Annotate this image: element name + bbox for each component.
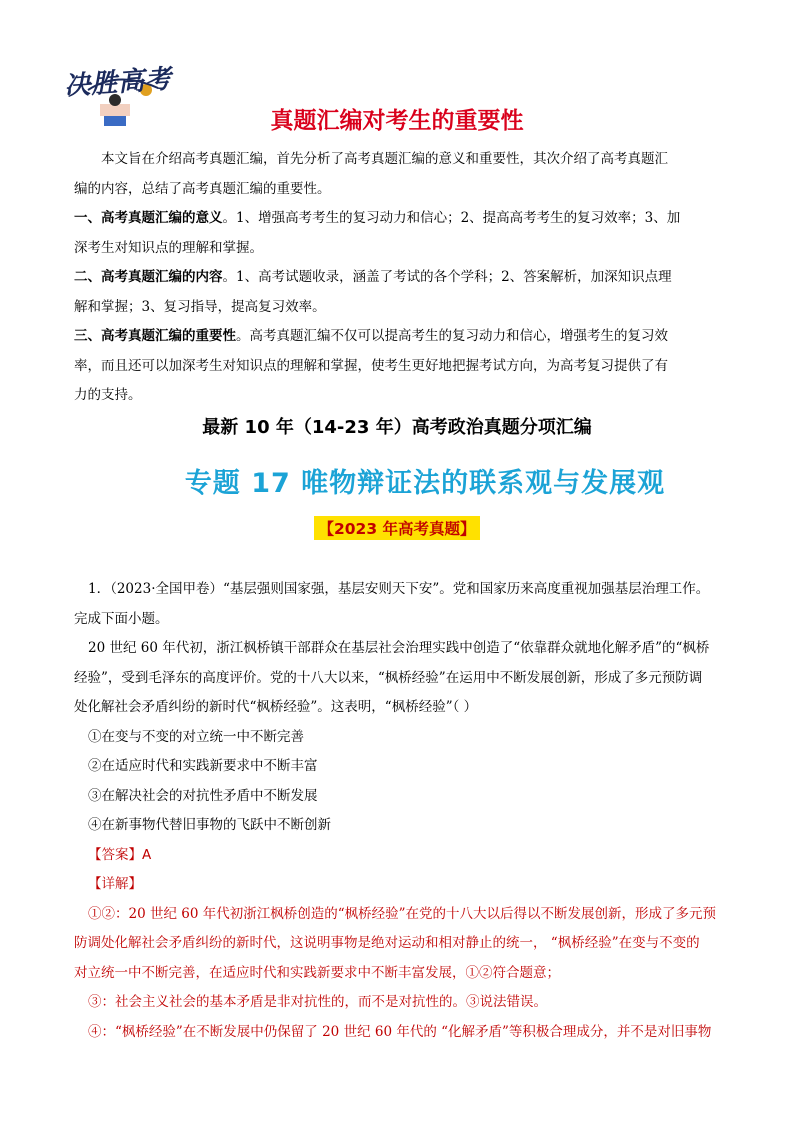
topic-title: 专题 17 唯物辩证法的联系观与发展观 xyxy=(184,468,666,499)
section-text: 。高考真题汇编不仅可以提高考生的复习动力和信心，增强考生的复习效 xyxy=(236,328,668,344)
section-text: 深考生对知识点的理解和掌握。 xyxy=(74,239,263,256)
logo-text: 决胜高考 xyxy=(63,64,174,102)
year-badge: 【2023 年高考真题】 xyxy=(314,516,479,540)
collection-subtitle: 最新 10 年（14-23 年）高考政治真题分项汇编 xyxy=(202,417,592,438)
page-title: 真题汇编对考生的重要性 xyxy=(270,108,524,134)
question-1 xyxy=(74,575,724,1047)
question-material: 经验”，受到毛泽东的高度评价。党的十八大以来，“枫桥经验”在运用中不断发展创新，形成了多元预防调 xyxy=(74,669,703,686)
section-text: 。1、增强高考考生的复习动力和信心；2、提高高考考生的复习效率；3、加 xyxy=(222,210,681,226)
question-stem: 1．（2023·全国甲卷）“基层强则国家强，基层安则天下安”。党和国家历来高度重视加强基层治理工作。 xyxy=(88,581,710,597)
year-badge-wrap xyxy=(0,516,794,540)
detail-text: ①②：20 世纪 60 年代初浙江枫桥创造的“枫桥经验”在党的十八大以后得以不断发展创新，形成了多元预 xyxy=(88,905,717,922)
section-2 xyxy=(74,263,724,293)
detail-text: 对立统一中不断完善，在适应时代和实践新要求中不断丰富发展，①②符合题意； xyxy=(74,964,560,981)
section-text: 。1、高考试题收录，涵盖了考试的各个学科；2、答案解析，加深知识点理 xyxy=(222,269,672,285)
answer: 【答案】A xyxy=(88,846,152,863)
question-material: 20 世纪 60 年代初，浙江枫桥镇干部群众在基层社会治理实践中创造了“依靠群众就地化解矛盾”的“枫桥 xyxy=(88,640,710,656)
intro-section xyxy=(74,145,724,411)
detail-text: 防调处化解社会矛盾纠纷的新时代，这说明事物是绝对运动和相对静止的统一， “枫桥经验”在变与不变的 xyxy=(74,935,700,951)
detail-heading: 【详解】 xyxy=(88,876,142,892)
intro-line: 本文旨在介绍高考真题汇编，首先分析了高考真题汇编的意义和重要性，其次介绍了高考真题汇 xyxy=(101,151,668,167)
section-text: 率，而且还可以加深考生对知识点的理解和掌握，使考生更好地把握考试方向，为高考复习提供了有 xyxy=(74,357,668,374)
intro-line: 编的内容，总结了高考真题汇编的重要性。 xyxy=(74,180,331,197)
section-heading: 三、高考真题汇编的重要性 xyxy=(74,328,236,344)
detail-text: ④：“枫桥经验”在不断发展中仍保留了 20 世纪 60 年代的 “化解矛盾”等积极合理成分，并不是对旧事物 xyxy=(88,1023,712,1040)
option-1: ①在变与不变的对立统一中不断完善 xyxy=(88,728,304,745)
option-4: ④在新事物代替旧事物的飞跃中不断创新 xyxy=(88,817,331,833)
question-stem: 完成下面小题。 xyxy=(74,610,169,627)
section-3 xyxy=(74,322,724,352)
question-material: 处化解社会矛盾纠纷的新时代“枫桥经验”。这表明，“枫桥经验”（ ） xyxy=(74,699,478,715)
section-heading: 一、高考真题汇编的意义 xyxy=(74,210,223,226)
option-3: ③在解决社会的对抗性矛盾中不断发展 xyxy=(88,787,318,804)
section-text: 解和掌握；3、复习指导，提高复习效率。 xyxy=(74,298,326,315)
section-text: 力的支持。 xyxy=(74,387,142,403)
section-heading: 二、高考真题汇编的内容 xyxy=(74,269,223,285)
option-2: ②在适应时代和实践新要求中不断丰富 xyxy=(88,758,318,774)
section-1 xyxy=(74,204,724,234)
detail-text: ③：社会主义社会的基本矛盾是非对抗性的，而不是对抗性的。③说法错误。 xyxy=(88,994,547,1010)
